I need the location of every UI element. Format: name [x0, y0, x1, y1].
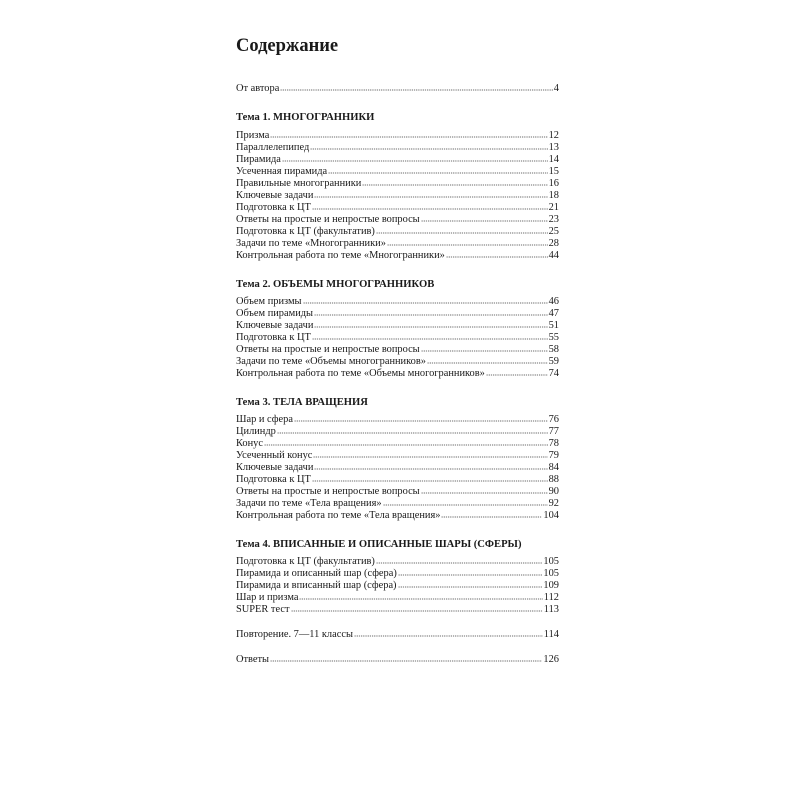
toc-entry-page: 114: [543, 629, 559, 640]
page-title: Содержание: [236, 36, 339, 56]
toc-entry: [236, 154, 559, 166]
toc-entry: [236, 166, 559, 178]
toc-entry: [236, 250, 559, 262]
toc-entry-title: Ключевые задачи: [236, 462, 314, 473]
dot-leader: [314, 190, 547, 198]
toc-entry-title: Контрольная работа по теме «Объемы многогранников»: [236, 368, 485, 379]
toc-page: [236, 0, 559, 800]
toc-entry-page: 18: [548, 190, 559, 201]
toc-entry-page: 105: [543, 556, 559, 567]
toc-entry-review: [236, 629, 559, 641]
toc-entry-title: Подготовка к ЦТ (факультатив): [236, 556, 375, 567]
toc-entry-title: Пирамида и описанный шар (сфера): [236, 568, 397, 579]
dot-leader: [427, 356, 548, 364]
toc-entry: [236, 142, 559, 154]
toc-entry: [236, 130, 559, 142]
toc-entry-page: 28: [548, 238, 559, 249]
dot-leader: [303, 296, 548, 304]
toc-entry-page: 113: [543, 604, 559, 615]
dot-leader: [362, 178, 547, 186]
toc-entry-page: 47: [548, 308, 559, 319]
toc-entry-title: Конус: [236, 438, 263, 449]
toc-entry-title: Ключевые задачи: [236, 320, 314, 331]
dot-leader: [486, 368, 548, 376]
toc-entry-title: Ответы на простые и непростые вопросы: [236, 344, 420, 355]
dot-leader: [398, 580, 543, 588]
dot-leader: [421, 486, 548, 494]
toc-entry-title: Задачи по теме «Объемы многогранников»: [236, 356, 426, 367]
toc-entry-page: 25: [548, 226, 559, 237]
toc-entry: [236, 462, 559, 474]
toc-entry-page: 90: [548, 486, 559, 497]
toc-entry-page: 104: [543, 510, 559, 521]
toc-entry: [236, 414, 559, 426]
section-heading-1: Тема 1. МНОГОГРАННИКИ: [236, 112, 375, 123]
toc-entry-page: 16: [548, 178, 559, 189]
toc-entry: [236, 238, 559, 250]
toc-entry-page: 84: [548, 462, 559, 473]
dot-leader: [277, 426, 548, 434]
toc-entry-page: 46: [548, 296, 559, 307]
toc-entry: [236, 356, 559, 368]
toc-entry: [236, 580, 559, 592]
toc-entry: [236, 556, 559, 568]
section-heading-3: Тема 3. ТЕЛА ВРАЩЕНИЯ: [236, 397, 368, 408]
toc-entry-title: Объем пирамиды: [236, 308, 314, 319]
toc-entry: [236, 368, 559, 380]
dot-leader: [421, 214, 548, 222]
toc-entry-page: 126: [543, 654, 559, 665]
toc-entry-title: Правильные многогранники: [236, 178, 362, 189]
toc-entry-title: Усеченный конус: [236, 450, 313, 461]
dot-leader: [328, 166, 547, 174]
toc-entry-title: Подготовка к ЦТ: [236, 202, 311, 213]
toc-entry: [236, 344, 559, 356]
toc-entry: [236, 438, 559, 450]
dot-leader: [446, 250, 548, 258]
toc-entry-title: Подготовка к ЦТ: [236, 332, 311, 343]
toc-entry: [236, 202, 559, 214]
toc-entry-page: 79: [548, 450, 559, 461]
toc-entry-answers: [236, 654, 559, 666]
dot-leader: [312, 474, 548, 482]
toc-entry-page: 77: [548, 426, 559, 437]
toc-entry-title: Подготовка к ЦТ (факультатив): [236, 226, 375, 237]
toc-entry-title: Ответы на простые и непростые вопросы: [236, 214, 420, 225]
toc-entry: [236, 226, 559, 238]
toc-entry-page: 78: [548, 438, 559, 449]
toc-entry-page: 112: [543, 592, 559, 603]
dot-leader: [291, 604, 543, 612]
toc-entry-page: 58: [548, 344, 559, 355]
toc-entry-title: Контрольная работа по теме «Тела вращения»: [236, 510, 441, 521]
toc-entry: [236, 178, 559, 190]
toc-entry-title: Ключевые задачи: [236, 190, 314, 201]
toc-entry: [236, 426, 559, 438]
toc-entry: [236, 474, 559, 486]
dot-leader: [270, 654, 542, 662]
toc-entry-page: 109: [543, 580, 559, 591]
toc-entry-page: 51: [548, 320, 559, 331]
dot-leader: [421, 344, 548, 352]
dot-leader: [314, 320, 547, 328]
dot-leader: [376, 226, 548, 234]
toc-entry: [236, 486, 559, 498]
toc-entry: [236, 214, 559, 226]
toc-entry-page: 12: [548, 130, 559, 141]
dot-leader: [441, 510, 542, 518]
dot-leader: [387, 238, 548, 246]
toc-entry-title: Цилиндр: [236, 426, 276, 437]
toc-entry-title: От автора: [236, 83, 280, 94]
dot-leader: [270, 130, 547, 138]
toc-entry-page: 55: [548, 332, 559, 343]
dot-leader: [312, 202, 548, 210]
toc-entry: [236, 308, 559, 320]
toc-entry-title: SUPER тест: [236, 604, 290, 615]
toc-entry-title: Задачи по теме «Многогранники»: [236, 238, 386, 249]
dot-leader: [383, 498, 548, 506]
toc-entry-title: Призма: [236, 130, 270, 141]
toc-entry-page: 88: [548, 474, 559, 485]
toc-entry-title: Ответы: [236, 654, 270, 665]
dot-leader: [313, 450, 547, 458]
toc-entry-page: 76: [548, 414, 559, 425]
toc-entry-title: Усеченная пирамида: [236, 166, 328, 177]
toc-entry: [236, 332, 559, 344]
toc-entry-title: Пирамида: [236, 154, 281, 165]
toc-entry: [236, 450, 559, 462]
toc-entry-page: 4: [553, 83, 559, 94]
toc-entry-page: 23: [548, 214, 559, 225]
toc-entry-title: Параллелепипед: [236, 142, 310, 153]
toc-entry-page: 59: [548, 356, 559, 367]
toc-entry-page: 105: [543, 568, 559, 579]
toc-entry-title: Подготовка к ЦТ: [236, 474, 311, 485]
toc-entry-title: Контрольная работа по теме «Многогранники»: [236, 250, 445, 261]
toc-entry: [236, 190, 559, 202]
toc-entry-title: Шар и сфера: [236, 414, 293, 425]
dot-leader: [299, 592, 542, 600]
dot-leader: [314, 308, 548, 316]
dot-leader: [294, 414, 548, 422]
toc-entry-title: Объем призмы: [236, 296, 302, 307]
dot-leader: [398, 568, 543, 576]
toc-entry: [236, 604, 559, 616]
toc-entry-page: 14: [548, 154, 559, 165]
dot-leader: [280, 83, 552, 91]
dot-leader: [264, 438, 548, 446]
dot-leader: [354, 629, 543, 637]
toc-entry: [236, 498, 559, 510]
toc-entry: [236, 568, 559, 580]
toc-entry-intro: [236, 83, 559, 95]
toc-entry-page: 13: [548, 142, 559, 153]
toc-entry: [236, 592, 559, 604]
dot-leader: [310, 142, 547, 150]
toc-entry-page: 21: [548, 202, 559, 213]
toc-entry-title: Задачи по теме «Тела вращения»: [236, 498, 382, 509]
toc-entry-title: Ответы на простые и непростые вопросы: [236, 486, 420, 497]
dot-leader: [376, 556, 543, 564]
dot-leader: [312, 332, 548, 340]
toc-entry: [236, 296, 559, 308]
dot-leader: [282, 154, 548, 162]
toc-entry-page: 92: [548, 498, 559, 509]
toc-entry-title: Повторение. 7—11 классы: [236, 629, 353, 640]
toc-entry-page: 15: [548, 166, 559, 177]
section-heading-4: Тема 4. ВПИСАННЫЕ И ОПИСАННЫЕ ШАРЫ (СФЕРЫ): [236, 539, 522, 550]
toc-entry-title: Пирамида и вписанный шар (сфера): [236, 580, 397, 591]
toc-entry-title: Шар и призма: [236, 592, 299, 603]
toc-entry-page: 44: [548, 250, 559, 261]
toc-entry: [236, 320, 559, 332]
toc-entry-page: 74: [548, 368, 559, 379]
toc-entry: [236, 510, 559, 522]
section-heading-2: Тема 2. ОБЪЕМЫ МНОГОГРАННИКОВ: [236, 279, 435, 290]
dot-leader: [314, 462, 547, 470]
